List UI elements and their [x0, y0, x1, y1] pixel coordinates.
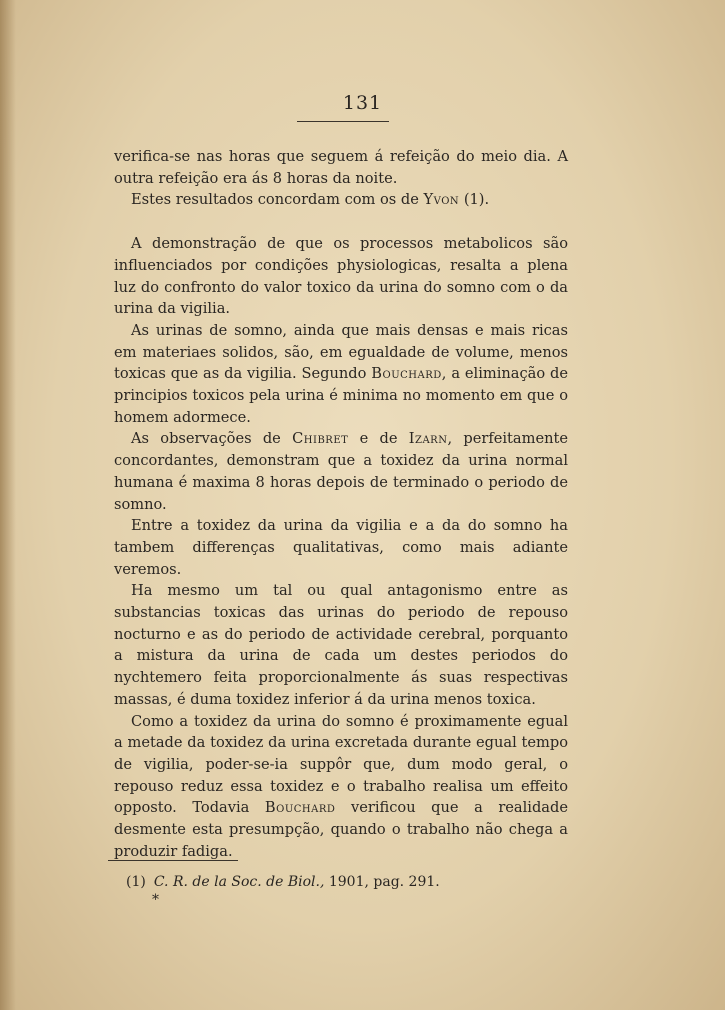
paragraph-continuation: verifica-se nas horas que seguem á refeição do meio dia. A outra refeição era ás 8 horas da noite. [114, 148, 568, 187]
paragraph-yvon [114, 189, 568, 211]
text-run: e de [348, 430, 409, 448]
footnote-ref: (1). [459, 191, 490, 209]
footnote-number: (1) [126, 874, 146, 890]
footnote-rule [108, 860, 238, 861]
footnote [126, 872, 566, 892]
paragraph-antagonismo: Ha mesmo um tal ou qual antagonismo entre as substancias toxicas das urinas do periodo de repouso nocturno e as do periodo de actividade cerebral, porquanto a mistura da urina de cada um destes periodos do nychtemero feita proporcionalmente ás suas respectivas massas, é duma toxidez inferior á da urina menos toxica. [114, 582, 568, 708]
text-run: , perfeitamente concordantes, demonstram que a toxidez da urina normal humana é maxima 8 horas depois de terminado o periodo de somno. [114, 430, 568, 513]
page-number: 131 [342, 92, 383, 114]
text-run: Estes resultados concordam com os de [131, 191, 424, 209]
page-edge-shadow [0, 0, 16, 1010]
paragraph-urinas-somno [114, 320, 568, 429]
text-run: verificou que a realidade desmente esta presumpção, quando o trabalho não chega a produzir fadiga. [114, 799, 568, 860]
paragraph-toxidez-somno [114, 711, 568, 863]
footnote-citation: C. R. de la Soc. de Biol., [153, 874, 325, 890]
paragraph-differencas: Entre a toxidez da urina da vigilia e a da do somno ha tambem differenças qualitativas, como mais adiante veremos. [114, 517, 568, 578]
text-run: , a eliminação de principios toxicos pela urina é minima no momento em que o homem adormece. [114, 365, 568, 426]
author-name-bouchard: Bouchard [264, 799, 336, 817]
author-name-bouchard: Bouchard [371, 365, 442, 383]
text-run: Como a toxidez da urina do somno é proximamente egual a metade da toxidez da urina excretada durante egual tempo de vigilia, poder-se-ia suppôr que, dum modo geral, o repouso reduz essa toxidez e o trabalho realisa um effeito opposto. Todavia [114, 712, 568, 817]
signature-mark: * [152, 892, 159, 908]
paragraph-demonstration: A demonstração de que os processos metabolicos são influenciados por condições physiologicas, resalta a plena luz do confronto do valor toxico da urina do somno com o da urina da vigilia. [114, 235, 568, 318]
paragraph-observacoes [114, 428, 568, 515]
text-run: As observações de [131, 430, 293, 448]
author-name-chibret: Chibret [292, 430, 349, 448]
author-name-yvon: Yvon [423, 191, 460, 209]
header-rule [297, 121, 389, 122]
text-run: As urinas de somno, ainda que mais densas e mais ricas em materiaes solidos, são, em egualdade de volume, menos toxicas que as da vigilia. Segundo [114, 321, 568, 383]
author-name-izarn: Izarn [408, 430, 448, 448]
body-text [114, 146, 568, 863]
footnote-details: 1901, pag. 291. [324, 874, 440, 890]
